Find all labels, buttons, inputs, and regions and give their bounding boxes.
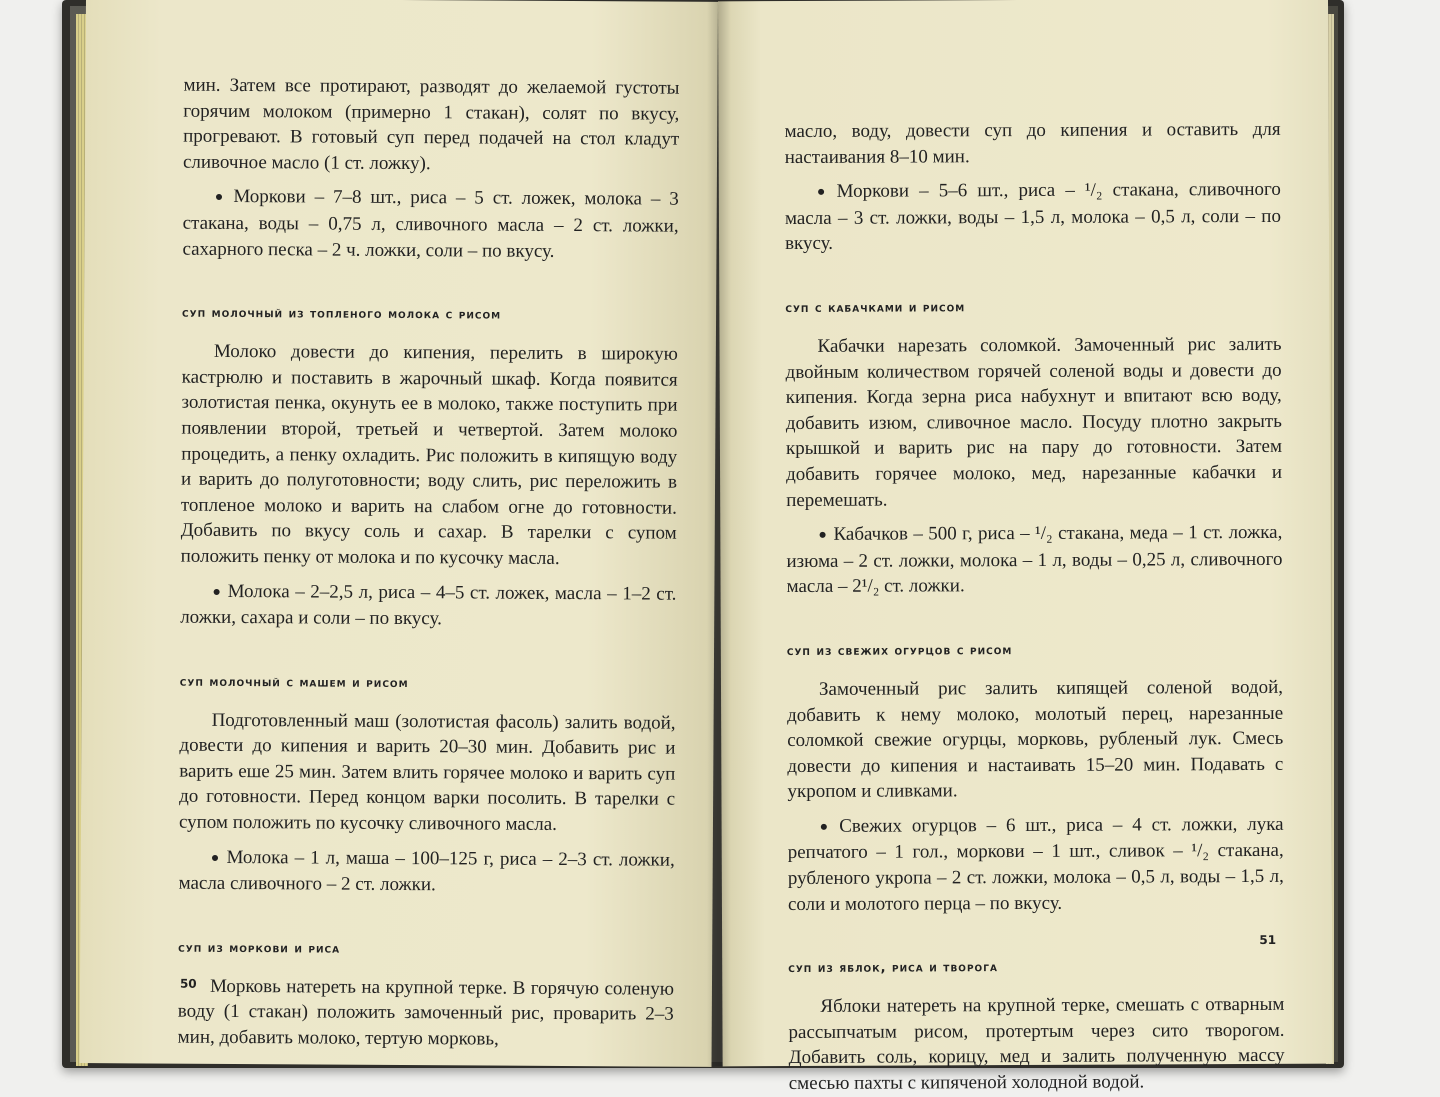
recipe-text: Молоко довести до кипения, перелить в широкую кастрюлю и поставить в жарочный шкаф. Когда появится золотистая пенка, окунуть ее в молоко, также поступить при появлении второй, третьей и четвертой. Затем молоко процедить, а пенку охладить. Рис положить в кипящую воду и варить до полуготовности; воду слить, рис переложить в топленое молоко и варить на слабом огне до готовности. Добавить по вкусу соль и сахар. В тарелки с супом положить пенку от молока и по кусочку масла. [180,341,678,569]
bullet-icon: ● [212,584,222,600]
recipe-text: Подготовленный маш (золотистая фасоль) залить водой, довести до кипения и варить 20–30 мин. Добавить рис и варить еше 25 мин. Затем влить горячее молоко и варить суп до готовности. Перед концом варки посолить. В тарелки с супом положить по кусочку сливочного масла. [178,709,676,836]
right-intro-text: масло, воду, довести суп до кипения и оставить для настаивания 8–10 мин. [784,118,1281,168]
bullet-icon: ● [819,819,834,835]
recipe-title: суп молочный из топленого молока с рисом [182,305,502,323]
page-number: 50 [179,976,197,991]
right-intro-ingredients: ● Моркови – 5–6 шт., риса – ¹/₂ стакана, сливочного масла – 3 ст. ложки, воды – 1,5 л, молока – 0,5 л, соли – по вкусу. [784,179,1281,255]
recipe-title: суп из моркови и риса [178,940,341,957]
recipe-text: Яблоки натереть на крупной терке, смешать с отварным рассыпчатым рисом, протертым через сито творогом. Добавить соль, корицу, мед и залить полученную массу смесью пахты с кипяченой холодной водой. [788,994,1285,1095]
recipe-text: Морковь натереть на крупной терке. В горячую соленую воду (1 стакан) положить замоченный рис, проварить 2–3 мин, добавить молоко, тертую морковь, [177,975,675,1050]
left-page [80,0,718,1067]
bullet-icon: ● [214,190,228,206]
book-gutter [707,0,731,1066]
recipe-ingredients: ● Кабачков – 500 г, риса – ¹/₂ стакана, меда – 1 ст. ложка, изюма – 2 ст. ложки, молока – 1 л, воды – 0,25 л, сливочного масла – 2¹/₂ ст. ложки. [786,521,1283,598]
recipe-title: суп из свежих огурцов с рисом [786,642,1013,659]
bullet-icon: ● [210,850,221,866]
bullet-icon: ● [816,185,831,201]
recipe-title: суп молочный с машем и рисом [179,674,409,691]
recipe-ingredients: ● Молока – 2–2,5 л, риса – 4–5 ст. ложек, масла – 1–2 ст. ложки, сахара и соли – по вкусу. [180,580,677,630]
recipe-title: суп из яблок, риса и творога [788,960,998,977]
left-intro-ingredients: ● Моркови – 7–8 шт., риса – 5 ст. ложек, молока – 3 стакана, воды – 0,75 л, сливочного масла – 2 ст. ложки, сахарного песка – 2 ч. ложки, соли – по вкусу. [182,186,679,262]
recipe-ingredients: ● Молока – 1 л, маша – 100–125 г, риса – 2–3 ст. ложки, масла сливочного – 2 ст. ложки. [178,846,675,896]
recipe-text: Кабачки нарезать соломкой. Замоченный рис залить двойным количеством горячей соленой воды и довести до кипения. Когда зерна риса набухнут и впитают всю воду, добавить изюм, сливочное масло. Посуду плотно закрыть крышкой и варить рис на пару до готовности. Затем добавить горячее молоко, мед, нарезанные кабачки и перемешать. [785,333,1283,511]
bullet-icon: ● [818,527,828,544]
page-number: 51 [1259,932,1277,947]
recipe-title: суп с кабачками и рисом [785,300,966,317]
right-page [718,0,1333,1095]
recipe-text: Замоченный рис залить кипящей соленой водой, добавить к нему молоко, молотый перец, нарезанные соломкой свежие огурцы, морковь, рубленый лук. Смесь довести до кипения и настаивать 15–20 мин. Подавать с укропом и сливками. [787,676,1284,803]
left-intro-text: мин. Затем все протирают, разводят до желаемой густоты горячим молоком (примерно 1 стакан), солят по вкусу, прогревают. В готовый суп перед подачей на стол кладут сливочное масло (1 ст. ложку). [182,74,680,174]
recipe-ingredients: ● Свежих огурцов – 6 шт., риса – 4 ст. ложки, лука репчатого – 1 гол., моркови – 1 шт., сливок – ¹/₂ стакана, рубленого укропа – 2 ст. ложки, молока – 0,5 л, воды – 1,5 л, соли и молотого перца – по вкусу. [787,813,1284,915]
